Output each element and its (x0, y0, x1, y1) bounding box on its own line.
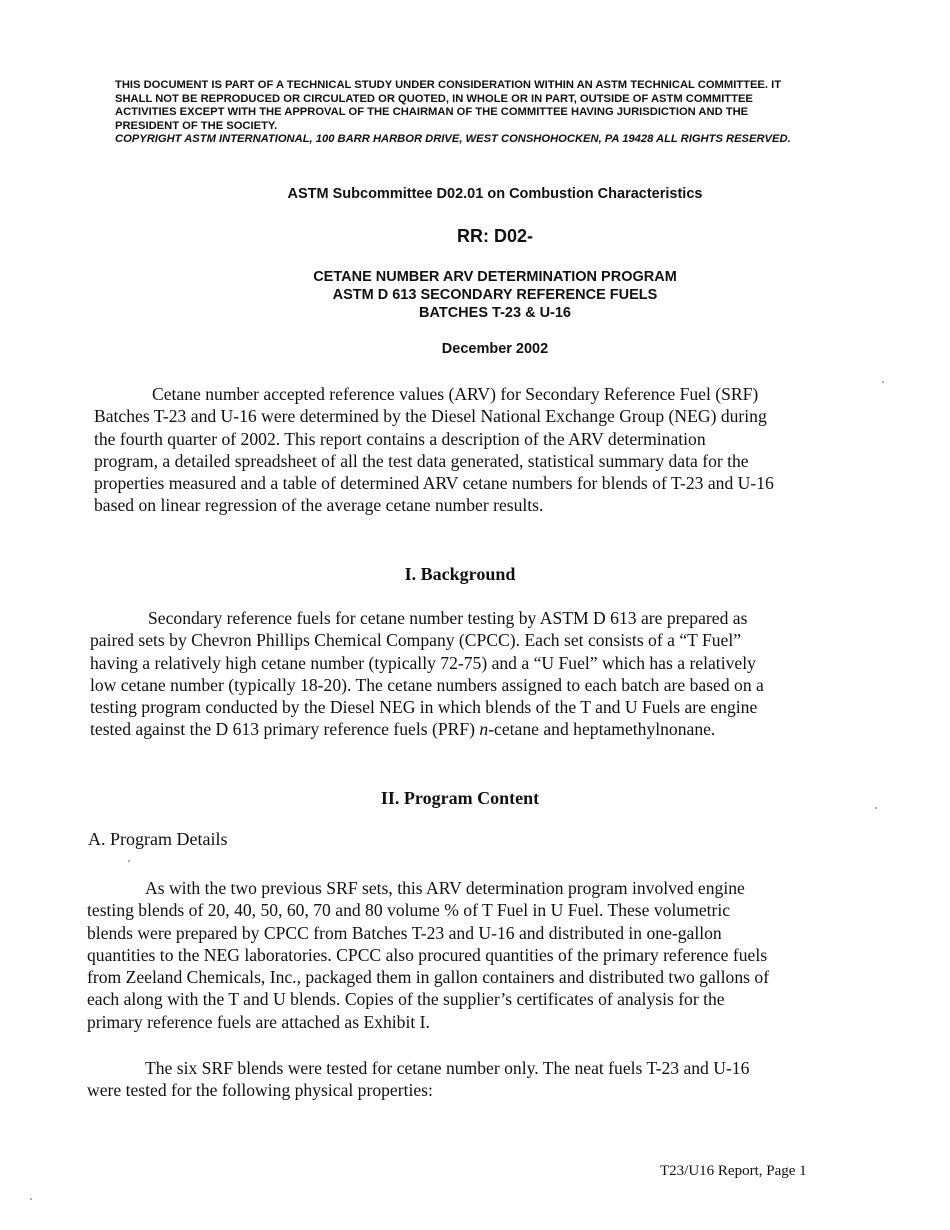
program-title-line: ASTM D 613 SECONDARY REFERENCE FUELS (332, 287, 658, 303)
text-run: tested against the D 613 primary reference fuels (PRF) (90, 719, 480, 740)
scan-speck (30, 1198, 32, 1200)
paragraph-line: having a relatively high cetane number (typically 72-75) and a “U Fuel” which has a relatively (90, 652, 756, 673)
confidentiality-notice (115, 79, 875, 147)
paragraph-line: Cetane number accepted reference values (ARV) for Secondary Reference Fuel (SRF) (152, 384, 759, 404)
text-run: -cetane and heptamethylnonane. (488, 719, 716, 740)
paragraph-line: were tested for the following physical properties: (87, 1080, 433, 1101)
paragraph-line: program, a detailed spreadsheet of all the test data generated, statistical summary data for the (94, 450, 749, 471)
notice-line: ACTIVITIES EXCEPT WITH THE APPROVAL OF THE CHAIRMAN OF THE COMMITTEE HAVING JURISDICTION AND THE (115, 106, 749, 119)
paragraph-line: low cetane number (typically 18-20). The cetane numbers assigned to each batch are based on a (90, 674, 764, 695)
scan-speck (875, 807, 877, 809)
program-details-paragraph (87, 877, 827, 1033)
italic-text-run: n (479, 719, 489, 740)
page-footer: T23/U16 Report, Page 1 (660, 1163, 807, 1179)
paragraph-line: each along with the T and U blends. Copies of the supplier’s certificates of analysis for the (87, 989, 725, 1010)
section-heading-background: I. Background (404, 564, 516, 584)
paragraph-line: from Zeeland Chemicals, Inc., packaged them in gallon containers and distributed two gallons of (87, 967, 770, 988)
notice-line: THIS DOCUMENT IS PART OF A TECHNICAL STUDY UNDER CONSIDERATION WITHIN AN ASTM TECHNICAL COMMITTEE. IT (115, 79, 782, 91)
paragraph-line: primary reference fuels are attached as Exhibit I. (87, 1011, 430, 1032)
physical-properties-paragraph (87, 1057, 827, 1102)
paragraph-line: Secondary reference fuels for cetane number testing by ASTM D 613 are prepared as (148, 608, 748, 628)
paragraph-line: The six SRF blends were tested for cetane number only. The neat fuels T-23 and U-16 (145, 1058, 750, 1078)
copyright-line: COPYRIGHT ASTM INTERNATIONAL, 100 BARR HARBOR DRIVE, WEST CONSHOHOCKEN, PA 19428 ALL RIGHTS RESERVED. (115, 133, 791, 146)
subsection-heading-program-details: A. Program Details (88, 829, 228, 849)
paragraph-line: the fourth quarter of 2002. This report contains a description of the ARV determination (94, 428, 706, 449)
scan-speck (882, 381, 884, 383)
paragraph-line: testing blends of 20, 40, 50, 60, 70 and 80 volume % of T Fuel in U Fuel. These volumetric (87, 900, 731, 921)
program-title-line: BATCHES T-23 & U-16 (418, 305, 571, 321)
paragraph-line: quantities to the NEG laboratories. CPCC also procured quantities of the primary reference fuels (87, 944, 768, 965)
background-paragraph (90, 607, 830, 741)
paragraph-line (90, 718, 830, 740)
paragraph-line: based on linear regression of the average cetane number results. (94, 495, 544, 516)
paragraph-line: paired sets by Chevron Phillips Chemical Company (CPCC). Each set consists of a “T Fuel” (90, 630, 742, 651)
rr-number: RR: D02- (456, 226, 533, 246)
paragraph-line: blends were prepared by CPCC from Batches T-23 and U-16 and distributed in one-gallon (87, 922, 722, 943)
report-date: December 2002 (441, 341, 549, 357)
subcommittee-title: ASTM Subcommittee D02.01 on Combustion Characteristics (287, 186, 703, 202)
paragraph-line: properties measured and a table of determined ARV cetane numbers for blends of T-23 and U-16 (94, 473, 774, 494)
program-title-line: CETANE NUMBER ARV DETERMINATION PROGRAM (313, 269, 677, 285)
intro-paragraph (94, 383, 834, 517)
paragraph-line: Batches T-23 and U-16 were determined by the Diesel National Exchange Group (NEG) during (94, 406, 767, 427)
section-heading-program-content: II. Program Content (380, 788, 540, 808)
scan-speck (128, 860, 130, 862)
program-title (0, 268, 950, 322)
paragraph-line: As with the two previous SRF sets, this ARV determination program involved engine (145, 878, 745, 898)
notice-line: SHALL NOT BE REPRODUCED OR CIRCULATED OR QUOTED, IN WHOLE OR IN PART, OUTSIDE OF ASTM COMMITTEE (115, 92, 753, 105)
paragraph-line: testing program conducted by the Diesel NEG in which blends of the T and U Fuels are engine (90, 697, 758, 718)
notice-line: PRESIDENT OF THE SOCIETY. (115, 119, 278, 132)
